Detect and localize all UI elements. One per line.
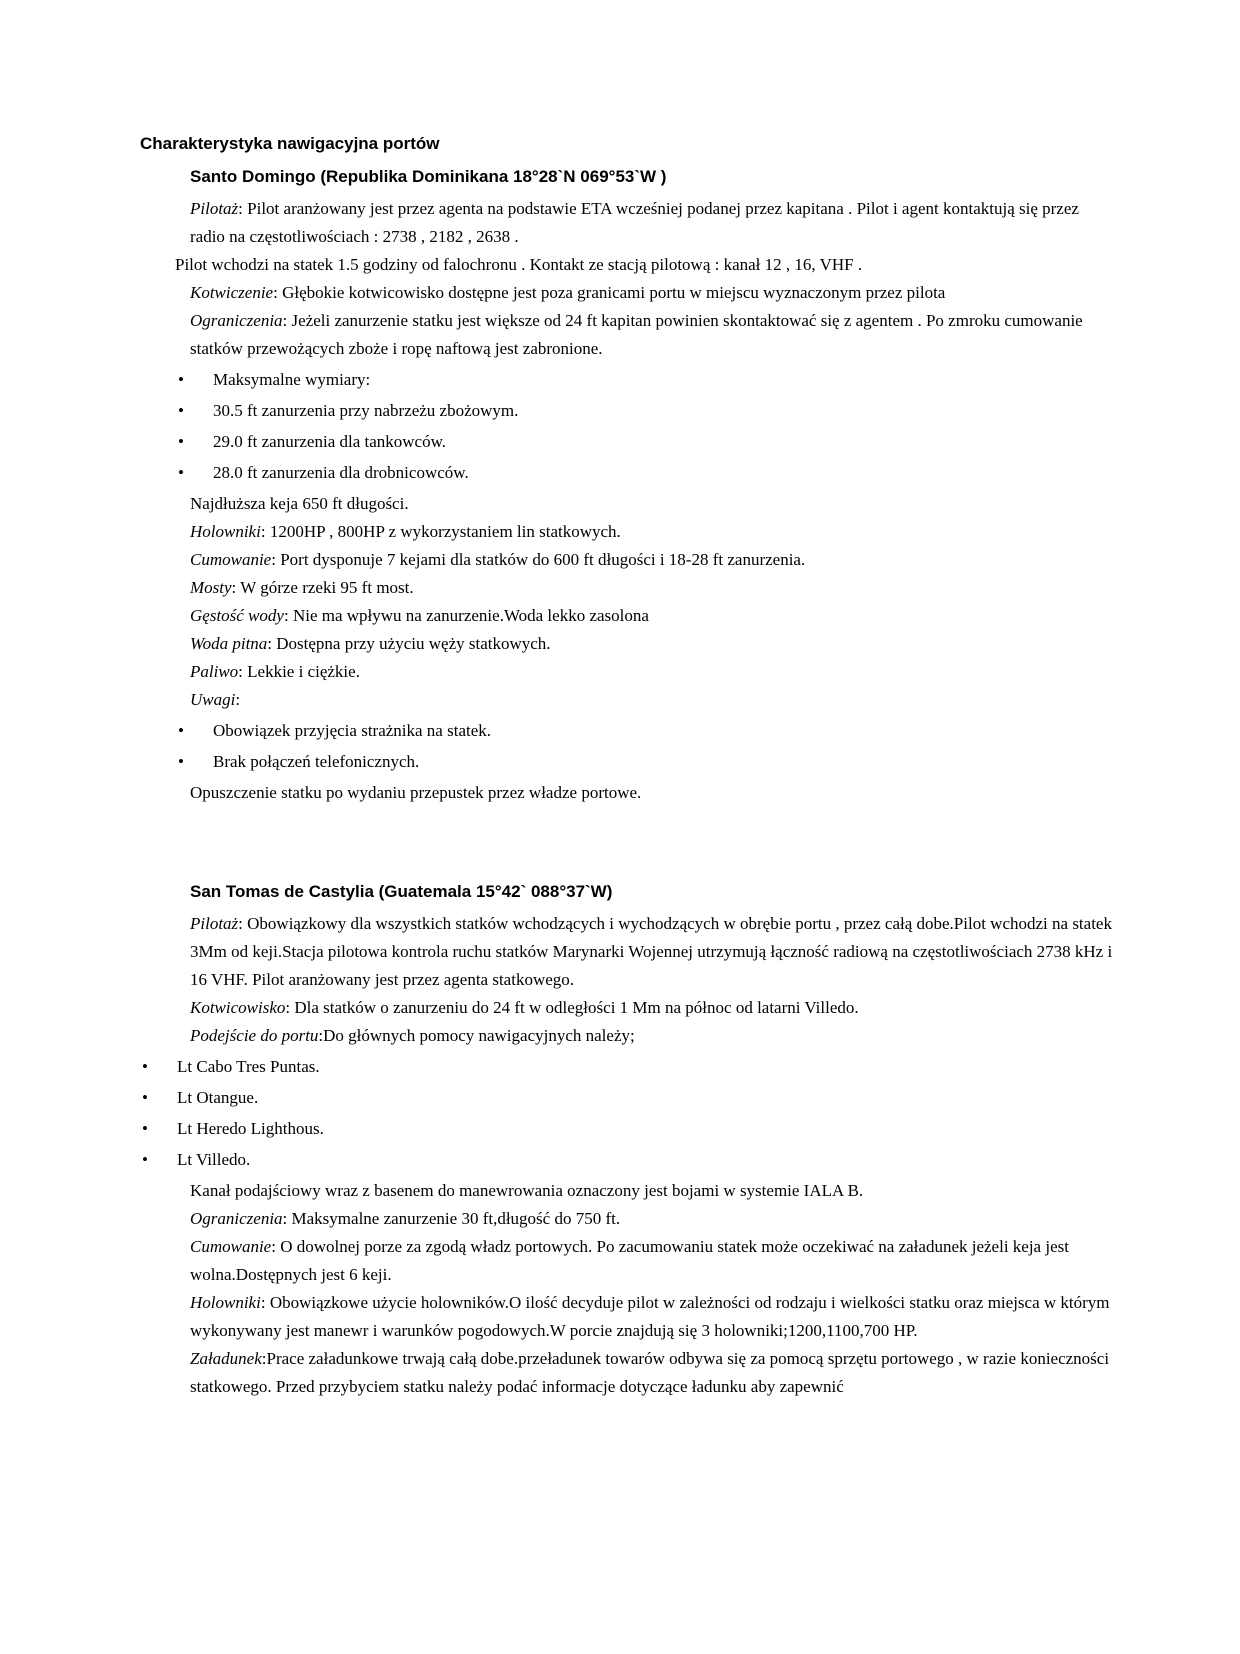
field-text-ograniczenia-sd: : Jeżeli zanurzenie statku jest większe od 24 ft kapitan powinien skontaktować się z agentem . Po zmroku cumowanie statków przewożących zboże i ropę naftową jest zabronione.: [190, 311, 1083, 358]
field-text-mosty: : W górze rzeki 95 ft most.: [231, 578, 414, 597]
field-text-pilotaz-st: : Obowiązkowy dla wszystkich statków wchodzących i wychodzących w obrębie portu , przez całą dobe.Pilot wchodzi na statek 3Mm od keji.Stacja pilotowa kontrola ruchu statków Marynarki Wojennej utrzymują łączność radiową na częstotliwościach 2738 kHz i 16 VHF. Pilot aranżowany jest przez agenta statkowego.: [190, 914, 1113, 989]
list-item: [140, 717, 1114, 745]
field-label-cumowanie-st: Cumowanie: [190, 1237, 272, 1256]
list-item-text: Lt Villedo.: [177, 1150, 251, 1169]
field-label-mosty: Mosty: [190, 578, 232, 597]
field-label-ograniczenia-st: Ograniczenia: [190, 1209, 283, 1228]
field-label-woda-pitna: Woda pitna: [190, 634, 268, 653]
list-item-text: Lt Otangue.: [177, 1088, 259, 1107]
para-gestosc-wody: [190, 602, 1114, 630]
para-uwagi: [190, 686, 1114, 714]
list-item: [140, 1115, 1114, 1143]
section-heading-santo-domingo: Santo Domingo (Republika Dominikana 18°28`N 069°53`W ): [190, 167, 667, 186]
field-label-pilotaz-sd: Pilotaż: [190, 199, 239, 218]
list-item: [140, 428, 1114, 456]
list-item-text: 29.0 ft zanurzenia dla tankowców.: [213, 432, 447, 451]
para-kotwicowisko: [190, 994, 1114, 1022]
field-text-uwagi: :: [235, 690, 241, 709]
para-ograniczenia-sd: [190, 307, 1114, 363]
field-label-gestosc-wody: Gęstość wody: [190, 606, 284, 625]
list-max-wymiary: [140, 366, 1114, 487]
para-pilotaz-sd: [190, 195, 1114, 251]
field-label-uwagi: Uwagi: [190, 690, 236, 709]
field-label-pilotaz-st: Pilotaż: [190, 914, 239, 933]
list-item: [140, 748, 1114, 776]
field-text-holowniki-st: : Obowiązkowe użycie holowników.O ilość decyduje pilot w zależności od rodzaju i wielkości statku oraz miejsca w którym wykonywany jest manewr i warunków pogodowych.W porcie znajdują się 3 holowniki;1200,1100,700 HP.: [190, 1293, 1110, 1340]
list-item: [140, 1084, 1114, 1112]
list-item-text: Obowiązek przyjęcia strażnika na statek.: [213, 721, 492, 740]
section-gap: [140, 807, 1114, 879]
field-text-pilotaz-sd: : Pilot aranżowany jest przez agenta na podstawie ETA wcześniej podanej przez kapitana . Pilot i agent kontaktują się przez radio na częstotliwościach : 2738 , 2182 , 2638 .: [190, 199, 1079, 246]
field-text-cumowanie-st: : O dowolnej porze za zgodą władz portowych. Po zacumowaniu statek może oczekiwać na załadunek jeżeli keja jest wolna.Dostępnych jest 6 keji.: [190, 1237, 1069, 1284]
field-text-ograniczenia-st: : Maksymalne zanurzenie 30 ft,długość do 750 ft.: [282, 1209, 621, 1228]
para-opuszczenie: Opuszczenie statku po wydaniu przepustek przez władze portowe.: [190, 783, 642, 802]
field-text-paliwo: : Lekkie i ciężkie.: [238, 662, 360, 681]
field-text-cumowanie-sd: : Port dysponuje 7 kejami dla statków do 600 ft długości i 18-28 ft zanurzenia.: [271, 550, 806, 569]
para-kanal: Kanał podajściowy wraz z basenem do manewrowania oznaczony jest bojami w systemie IALA B.: [190, 1181, 864, 1200]
list-item: [140, 1053, 1114, 1081]
para-mosty: [190, 574, 1114, 602]
para-cumowanie-st: [190, 1233, 1114, 1289]
list-lights: [140, 1053, 1114, 1174]
doc-title: Charakterystyka nawigacyjna portów: [140, 134, 440, 153]
section-heading-san-tomas: San Tomas de Castylia (Guatemala 15°42` 088°37`W): [190, 882, 613, 901]
field-text-podejscie: :Do głównych pomocy nawigacyjnych należy;: [318, 1026, 635, 1045]
list-item-text: Maksymalne wymiary:: [213, 370, 371, 389]
field-label-kotwicowisko: Kotwicowisko: [190, 998, 286, 1017]
list-item-text: Brak połączeń telefonicznych.: [213, 752, 420, 771]
para-podejscie: [190, 1022, 1114, 1050]
para-holowniki-sd: [190, 518, 1114, 546]
field-label-ograniczenia-sd: Ograniczenia: [190, 311, 283, 330]
para-ograniczenia-st: [190, 1205, 1114, 1233]
list-item: [140, 459, 1114, 487]
list-item-text: Lt Cabo Tres Puntas.: [177, 1057, 320, 1076]
field-text-kotwiczenie: : Głębokie kotwicowisko dostępne jest poza granicami portu w miejscu wyznaczonym przez pilota: [273, 283, 946, 302]
field-text-holowniki-sd: : 1200HP , 800HP z wykorzystaniem lin statkowych.: [260, 522, 621, 541]
field-label-paliwo: Paliwo: [190, 662, 239, 681]
para-cumowanie-sd: [190, 546, 1114, 574]
list-item: [140, 1146, 1114, 1174]
list-item-text: 30.5 ft zanurzenia przy nabrzeżu zbożowym.: [213, 401, 519, 420]
field-text-zaladunek: :Prace załadunkowe trwają całą dobe.przeładunek towarów odbywa się za pomocą sprzętu portowego , w razie konieczności statkowego. Przed przybyciem statku należy podać informacje dotyczące ładunku aby zapewnić: [190, 1349, 1110, 1396]
para-pilot-wchodzi: Pilot wchodzi na statek 1.5 godziny od falochronu . Kontakt ze stacją pilotową : kanał 12 , 16, VHF .: [175, 255, 863, 274]
field-label-cumowanie-sd: Cumowanie: [190, 550, 272, 569]
para-paliwo: [190, 658, 1114, 686]
field-label-podejscie: Podejście do portu: [190, 1026, 319, 1045]
para-kotwiczenie: [190, 279, 1114, 307]
para-woda-pitna: [190, 630, 1114, 658]
list-item-text: 28.0 ft zanurzenia dla drobnicowców.: [213, 463, 469, 482]
list-item: [140, 366, 1114, 394]
para-najdluzsza-keja: Najdłuższa keja 650 ft długości.: [190, 494, 409, 513]
field-label-holowniki-sd: Holowniki: [190, 522, 261, 541]
field-label-kotwiczenie: Kotwiczenie: [190, 283, 274, 302]
field-text-gestosc-wody: : Nie ma wpływu na zanurzenie.Woda lekko zasolona: [283, 606, 649, 625]
para-holowniki-st: [190, 1289, 1114, 1345]
para-pilotaz-st: [190, 910, 1114, 994]
list-item: [140, 397, 1114, 425]
field-label-holowniki-st: Holowniki: [190, 1293, 261, 1312]
field-text-woda-pitna: : Dostępna przy użyciu węży statkowych.: [267, 634, 551, 653]
field-text-kotwicowisko: : Dla statków o zanurzeniu do 24 ft w odległości 1 Mm na północ od latarni Villedo.: [285, 998, 859, 1017]
para-zaladunek: [190, 1345, 1114, 1401]
list-uwagi: [140, 717, 1114, 776]
list-item-text: Lt Heredo Lighthous.: [177, 1119, 324, 1138]
field-label-zaladunek: Załadunek: [190, 1349, 262, 1368]
